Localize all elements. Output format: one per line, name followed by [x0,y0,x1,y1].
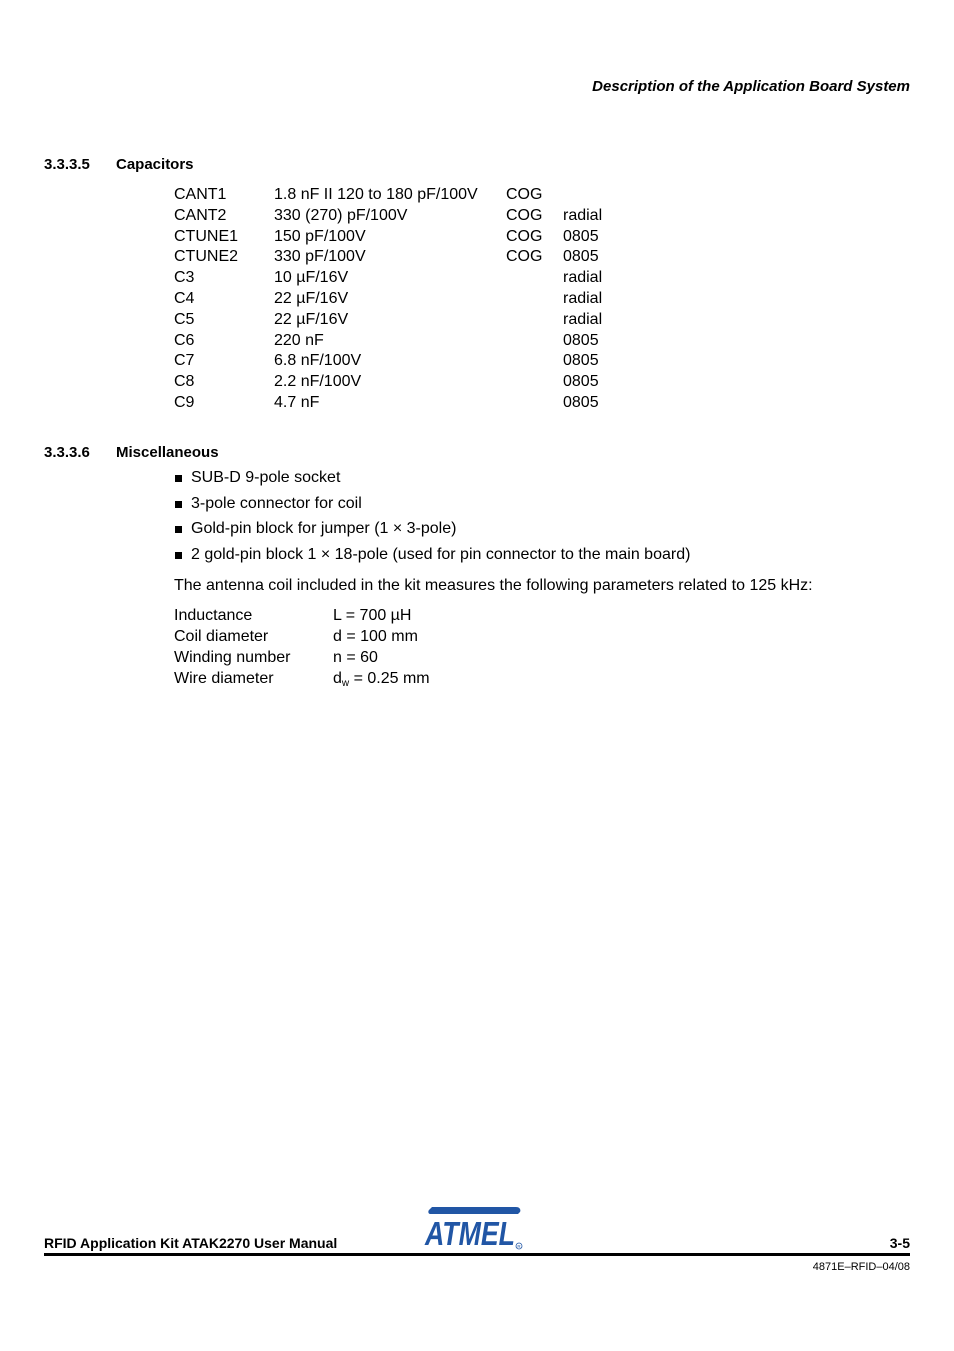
parameter-label: Wire diameter [174,670,274,687]
capacitor-package: 0805 [563,248,599,266]
footer-manual-title: RFID Application Kit ATAK2270 User Manual [44,1235,338,1251]
capacitor-value: 220 nF [274,331,324,349]
section-number: 3.3.3.5 [44,156,90,173]
capacitor-name: CANT1 [174,186,227,203]
parameter-value-rest: = 0.25 mm [349,670,430,687]
section-heading-miscellaneous [44,444,219,461]
running-header: Description of the Application Board System [592,78,910,95]
list-item [174,493,690,519]
capacitor-package: 0805 [563,331,599,349]
section-title: Capacitors [116,156,194,173]
parameter-value-main: L = 700 µH [333,607,412,624]
bullet-square-icon [175,475,182,482]
section-number: 3.3.3.6 [44,444,90,461]
capacitor-value: 22 µF/16V [274,310,349,328]
capacitor-type: COG [506,206,543,224]
section-title: Miscellaneous [116,444,219,461]
capacitor-type: COG [506,248,543,266]
capacitor-value: 1.8 nF II 120 to 180 pF/100V [274,186,478,203]
capacitor-value: 330 (270) pF/100V [274,206,408,224]
bullet-square-icon [175,552,182,559]
capacitor-name: C8 [174,373,195,391]
capacitor-name: CANT2 [174,206,227,224]
atmel-logo-wordmark: ATMEL [424,1215,515,1251]
capacitor-value: 10 µF/16V [274,269,349,287]
capacitor-name: C5 [174,310,195,328]
capacitor-name: C6 [174,331,195,349]
capacitor-name: CTUNE2 [174,248,239,266]
capacitor-name: C7 [174,352,195,370]
footer-divider [44,1253,910,1256]
capacitor-package: 0805 [563,227,599,245]
parameter-subscript: w [341,678,350,689]
bullet-square-icon [175,501,182,508]
parameter-value [333,668,430,689]
capacitor-value: 22 µF/16V [274,289,349,307]
parameter-value [333,605,411,626]
parameter-value [333,647,378,668]
parameter-value [333,626,418,647]
capacitor-value: 330 pF/100V [274,248,366,266]
capacitor-name: C3 [174,269,195,287]
capacitor-type: COG [506,186,543,203]
parameter-value-main: d = 100 mm [333,628,418,645]
list-item-text: 2 gold-pin block 1 × 18-pole (used for pin connector to the main board) [191,546,691,564]
parameter-label: Coil diameter [174,628,269,645]
capacitor-package: 0805 [563,352,599,370]
list-item-text: 3-pole connector for coil [191,494,362,512]
capacitor-value: 150 pF/100V [274,227,366,245]
svg-text:R: R [517,1244,521,1249]
parameter-label: Inductance [174,607,253,624]
capacitor-name: CTUNE1 [174,227,239,245]
list-item [174,518,690,544]
parameter-label: Winding number [174,649,291,666]
parameter-value-main: n = 60 [333,649,378,666]
capacitor-name: C9 [174,393,195,411]
list-item-text: SUB-D 9-pole socket [191,469,341,486]
capacitor-value: 4.7 nF [274,393,320,411]
capacitor-name: C4 [174,289,195,307]
capacitor-value: 2.2 nF/100V [274,373,362,391]
footer-page-number: 3-5 [889,1235,910,1251]
misc-bullet-list [174,467,690,570]
capacitor-package: radial [563,310,603,328]
capacitor-package: radial [563,269,603,287]
bullet-square-icon [175,526,182,533]
capacitor-package: radial [563,206,603,224]
capacitor-package: radial [563,289,603,307]
capacitor-value: 6.8 nF/100V [274,352,362,370]
list-item [174,467,690,493]
parameter-value-main: d [333,670,342,687]
section-heading-capacitors [44,156,194,173]
capacitor-package: 0805 [563,393,599,411]
capacitor-package: 0805 [563,373,599,391]
footer-document-code: 4871E–RFID–04/08 [812,1261,910,1273]
coil-parameters-intro: The antenna coil included in the kit measures the following parameters related to 125 kHz: [174,577,813,594]
list-item [174,544,690,570]
atmel-logo [424,1203,524,1251]
capacitor-type: COG [506,227,543,245]
list-item-text: Gold-pin block for jumper (1 × 3-pole) [191,520,457,538]
